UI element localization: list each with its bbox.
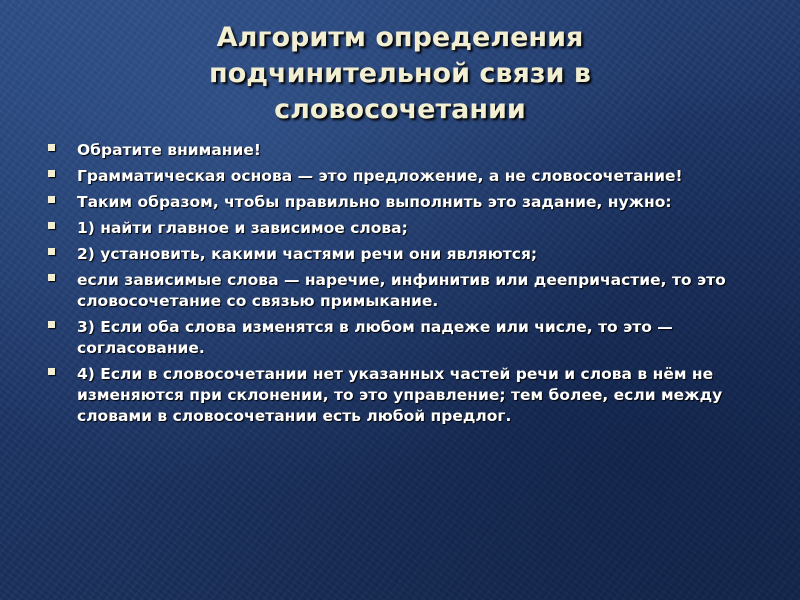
bullet-list <box>48 140 763 432</box>
square-bullet-icon <box>48 248 55 255</box>
square-bullet-icon <box>48 144 55 151</box>
square-bullet-icon <box>48 196 55 203</box>
bullet-text: 1) найти главное и зависимое слова; <box>77 219 408 237</box>
slide-title-line-1: Алгоритм определения <box>216 22 584 53</box>
bullet-item <box>48 192 763 213</box>
bullet-item <box>48 364 763 427</box>
bullet-item <box>48 140 763 161</box>
slide-title-line-2: подчинительной связи в <box>209 58 591 89</box>
square-bullet-icon <box>48 368 55 375</box>
bullet-text: если зависимые слова — наречие, инфинитив или деепричастие, то это словосочетание со связью примыкание. <box>77 271 726 310</box>
bullet-text: 3) Если оба слова изменятся в любом падеже или числе, то это — согласование. <box>77 318 673 357</box>
slide-title-line-3: словосочетании <box>274 94 526 125</box>
square-bullet-icon <box>48 222 55 229</box>
bullet-text: Обратите внимание! <box>77 141 261 159</box>
slide-title <box>120 20 680 128</box>
bullet-text: 4) Если в словосочетании нет указанных частей речи и слова в нём не изменяются при склонении, то это управление; тем более, если между словами в словосочетании есть любой предлог. <box>77 365 723 425</box>
square-bullet-icon <box>48 170 55 177</box>
square-bullet-icon <box>48 274 55 281</box>
bullet-item <box>48 166 763 187</box>
bullet-text: Грамматическая основа — это предложение, а не словосочетание! <box>77 167 683 185</box>
bullet-text: Таким образом, чтобы правильно выполнить это задание, нужно: <box>77 193 672 211</box>
bullet-item <box>48 218 763 239</box>
bullet-item <box>48 244 763 265</box>
square-bullet-icon <box>48 321 55 328</box>
bullet-text: 2) установить, какими частями речи они являются; <box>77 245 538 263</box>
bullet-item <box>48 270 763 312</box>
bullet-item <box>48 317 763 359</box>
